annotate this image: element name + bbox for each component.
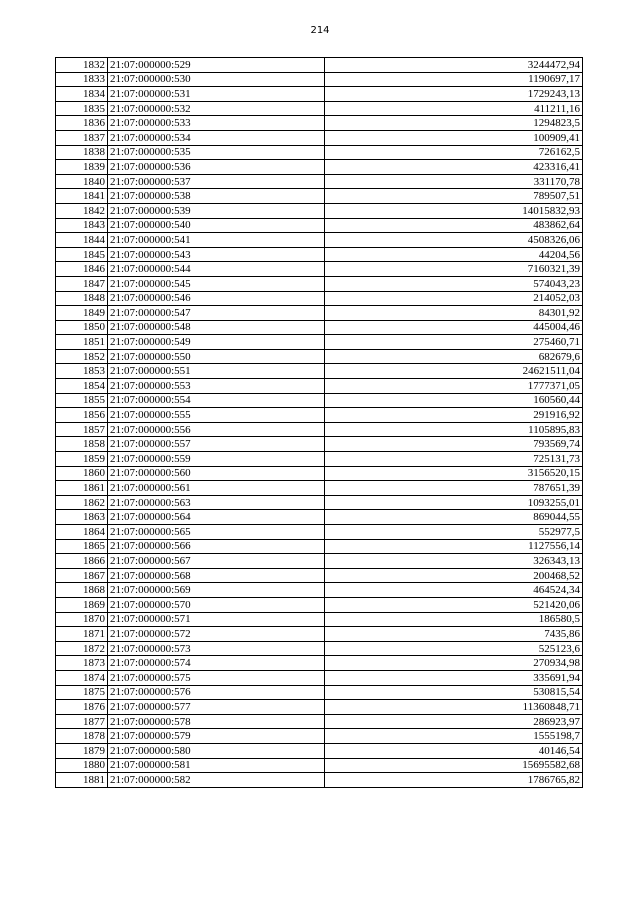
cadastral-number-cell: 21:07:000000:537 [108, 174, 325, 189]
table-row [56, 262, 583, 277]
cadastral-value-cell: 291916,92 [325, 408, 583, 423]
cadastral-value-cell: 214052,03 [325, 291, 583, 306]
row-number-cell: 1849 [56, 306, 108, 321]
row-number-cell: 1881 [56, 773, 108, 788]
cadastral-number-cell: 21:07:000000:574 [108, 656, 325, 671]
row-number-cell: 1876 [56, 700, 108, 715]
table-row [56, 670, 583, 685]
cadastral-number-cell: 21:07:000000:550 [108, 349, 325, 364]
table-row [56, 729, 583, 744]
cadastral-number-cell: 21:07:000000:536 [108, 160, 325, 175]
table-row [56, 72, 583, 87]
cadastral-number-cell: 21:07:000000:540 [108, 218, 325, 233]
row-number-cell: 1845 [56, 247, 108, 262]
page-number: 214 [310, 25, 330, 36]
row-number-cell: 1878 [56, 729, 108, 744]
row-number-cell: 1855 [56, 393, 108, 408]
row-number-cell: 1833 [56, 72, 108, 87]
row-number-cell: 1851 [56, 335, 108, 350]
cadastral-number-cell: 21:07:000000:578 [108, 714, 325, 729]
row-number-cell: 1836 [56, 116, 108, 131]
table-row [56, 101, 583, 116]
table-row [56, 145, 583, 160]
cadastral-value-cell: 40146,54 [325, 743, 583, 758]
cadastral-number-cell: 21:07:000000:539 [108, 203, 325, 218]
cadastral-value-cell: 3244472,94 [325, 58, 583, 73]
cadastral-number-cell: 21:07:000000:549 [108, 335, 325, 350]
table-row [56, 525, 583, 540]
cadastral-value-cell: 445004,46 [325, 320, 583, 335]
table-row [56, 335, 583, 350]
table-row [56, 393, 583, 408]
cadastral-value-cell: 789507,51 [325, 189, 583, 204]
row-number-cell: 1853 [56, 364, 108, 379]
table-row [56, 291, 583, 306]
cadastral-number-cell: 21:07:000000:554 [108, 393, 325, 408]
cadastral-value-cell: 1777371,05 [325, 379, 583, 394]
cadastral-number-cell: 21:07:000000:533 [108, 116, 325, 131]
row-number-cell: 1857 [56, 422, 108, 437]
cadastral-value-cell: 1105895,83 [325, 422, 583, 437]
row-number-cell: 1846 [56, 262, 108, 277]
cadastral-number-cell: 21:07:000000:541 [108, 233, 325, 248]
row-number-cell: 1880 [56, 758, 108, 773]
cadastral-value-cell: 725131,73 [325, 452, 583, 467]
row-number-cell: 1867 [56, 568, 108, 583]
cadastral-value-cell: 44204,56 [325, 247, 583, 262]
cadastral-value-table [55, 57, 583, 788]
row-number-cell: 1848 [56, 291, 108, 306]
cadastral-value-cell: 574043,23 [325, 276, 583, 291]
cadastral-value-cell: 335691,94 [325, 670, 583, 685]
cadastral-number-cell: 21:07:000000:567 [108, 554, 325, 569]
cadastral-value-cell: 1555198,7 [325, 729, 583, 744]
cadastral-number-cell: 21:07:000000:577 [108, 700, 325, 715]
row-number-cell: 1854 [56, 379, 108, 394]
table-row [56, 276, 583, 291]
cadastral-value-cell: 869044,55 [325, 510, 583, 525]
table-row [56, 758, 583, 773]
cadastral-value-cell: 793569,74 [325, 437, 583, 452]
cadastral-value-cell: 24621511,04 [325, 364, 583, 379]
cadastral-value-cell: 3156520,15 [325, 466, 583, 481]
row-number-cell: 1870 [56, 612, 108, 627]
cadastral-value-cell: 1786765,82 [325, 773, 583, 788]
row-number-cell: 1864 [56, 525, 108, 540]
cadastral-value-cell: 1190697,17 [325, 72, 583, 87]
cadastral-number-cell: 21:07:000000:571 [108, 612, 325, 627]
table-row [56, 466, 583, 481]
cadastral-number-cell: 21:07:000000:551 [108, 364, 325, 379]
table-row [56, 364, 583, 379]
row-number-cell: 1843 [56, 218, 108, 233]
row-number-cell: 1842 [56, 203, 108, 218]
row-number-cell: 1832 [56, 58, 108, 73]
table-row [56, 87, 583, 102]
cadastral-value-cell: 11360848,71 [325, 700, 583, 715]
cadastral-number-cell: 21:07:000000:561 [108, 481, 325, 496]
row-number-cell: 1875 [56, 685, 108, 700]
cadastral-value-cell: 483862,64 [325, 218, 583, 233]
cadastral-number-cell: 21:07:000000:563 [108, 495, 325, 510]
table-row [56, 495, 583, 510]
table-row [56, 714, 583, 729]
cadastral-value-cell: 7160321,39 [325, 262, 583, 277]
table-row [56, 437, 583, 452]
row-number-cell: 1835 [56, 101, 108, 116]
cadastral-value-cell: 521420,06 [325, 597, 583, 612]
cadastral-value-cell: 4508326,06 [325, 233, 583, 248]
cadastral-number-cell: 21:07:000000:529 [108, 58, 325, 73]
cadastral-value-cell: 84301,92 [325, 306, 583, 321]
cadastral-number-cell: 21:07:000000:568 [108, 568, 325, 583]
table-row [56, 218, 583, 233]
cadastral-number-cell: 21:07:000000:535 [108, 145, 325, 160]
row-number-cell: 1861 [56, 481, 108, 496]
table-row [56, 641, 583, 656]
cadastral-number-cell: 21:07:000000:543 [108, 247, 325, 262]
table-row [56, 583, 583, 598]
cadastral-number-cell: 21:07:000000:534 [108, 130, 325, 145]
table-row [56, 685, 583, 700]
table-row [56, 247, 583, 262]
row-number-cell: 1852 [56, 349, 108, 364]
cadastral-number-cell: 21:07:000000:572 [108, 627, 325, 642]
cadastral-value-cell: 1294823,5 [325, 116, 583, 131]
cadastral-value-cell: 423316,41 [325, 160, 583, 175]
row-number-cell: 1869 [56, 597, 108, 612]
row-number-cell: 1866 [56, 554, 108, 569]
cadastral-number-cell: 21:07:000000:564 [108, 510, 325, 525]
cadastral-value-cell: 270934,98 [325, 656, 583, 671]
table-row [56, 773, 583, 788]
row-number-cell: 1862 [56, 495, 108, 510]
row-number-cell: 1837 [56, 130, 108, 145]
row-number-cell: 1865 [56, 539, 108, 554]
cadastral-number-cell: 21:07:000000:544 [108, 262, 325, 277]
table-row [56, 743, 583, 758]
cadastral-number-cell: 21:07:000000:553 [108, 379, 325, 394]
row-number-cell: 1859 [56, 452, 108, 467]
cadastral-number-cell: 21:07:000000:555 [108, 408, 325, 423]
cadastral-number-cell: 21:07:000000:579 [108, 729, 325, 744]
row-number-cell: 1877 [56, 714, 108, 729]
cadastral-value-cell: 7435,86 [325, 627, 583, 642]
row-number-cell: 1838 [56, 145, 108, 160]
cadastral-number-cell: 21:07:000000:547 [108, 306, 325, 321]
table-row [56, 116, 583, 131]
table-row [56, 408, 583, 423]
cadastral-value-cell: 411211,16 [325, 101, 583, 116]
row-number-cell: 1872 [56, 641, 108, 656]
table-row [56, 174, 583, 189]
cadastral-number-cell: 21:07:000000:569 [108, 583, 325, 598]
table-row [56, 612, 583, 627]
row-number-cell: 1856 [56, 408, 108, 423]
cadastral-value-cell: 200468,52 [325, 568, 583, 583]
table-row [56, 539, 583, 554]
table-body [56, 58, 583, 788]
cadastral-number-cell: 21:07:000000:580 [108, 743, 325, 758]
cadastral-value-cell: 275460,71 [325, 335, 583, 350]
cadastral-value-cell: 787651,39 [325, 481, 583, 496]
table-row [56, 58, 583, 73]
table-row [56, 568, 583, 583]
cadastral-number-cell: 21:07:000000:538 [108, 189, 325, 204]
cadastral-number-cell: 21:07:000000:545 [108, 276, 325, 291]
row-number-cell: 1840 [56, 174, 108, 189]
cadastral-value-cell: 1127556,14 [325, 539, 583, 554]
cadastral-value-cell: 331170,78 [325, 174, 583, 189]
cadastral-value-cell: 464524,34 [325, 583, 583, 598]
table-row [56, 160, 583, 175]
cadastral-value-cell: 682679,6 [325, 349, 583, 364]
row-number-cell: 1860 [56, 466, 108, 481]
cadastral-value-cell: 1729243,13 [325, 87, 583, 102]
cadastral-value-cell: 552977,5 [325, 525, 583, 540]
table-row [56, 627, 583, 642]
table-row [56, 379, 583, 394]
row-number-cell: 1863 [56, 510, 108, 525]
table-row [56, 422, 583, 437]
cadastral-value-cell: 326343,13 [325, 554, 583, 569]
cadastral-number-cell: 21:07:000000:575 [108, 670, 325, 685]
row-number-cell: 1873 [56, 656, 108, 671]
table-row [56, 656, 583, 671]
row-number-cell: 1847 [56, 276, 108, 291]
cadastral-number-cell: 21:07:000000:557 [108, 437, 325, 452]
cadastral-value-cell: 14015832,93 [325, 203, 583, 218]
cadastral-number-cell: 21:07:000000:531 [108, 87, 325, 102]
table-row [56, 233, 583, 248]
cadastral-value-cell: 160560,44 [325, 393, 583, 408]
table-row [56, 306, 583, 321]
table-row [56, 597, 583, 612]
table-row [56, 189, 583, 204]
table-row [56, 203, 583, 218]
cadastral-number-cell: 21:07:000000:530 [108, 72, 325, 87]
cadastral-value-cell: 530815,54 [325, 685, 583, 700]
cadastral-value-cell: 525123,6 [325, 641, 583, 656]
row-number-cell: 1834 [56, 87, 108, 102]
cadastral-value-cell: 726162,5 [325, 145, 583, 160]
row-number-cell: 1871 [56, 627, 108, 642]
cadastral-value-cell: 1093255,01 [325, 495, 583, 510]
row-number-cell: 1839 [56, 160, 108, 175]
table-row [56, 554, 583, 569]
cadastral-value-cell: 100909,41 [325, 130, 583, 145]
cadastral-number-cell: 21:07:000000:548 [108, 320, 325, 335]
cadastral-number-cell: 21:07:000000:581 [108, 758, 325, 773]
cadastral-value-cell: 15695582,68 [325, 758, 583, 773]
cadastral-number-cell: 21:07:000000:570 [108, 597, 325, 612]
cadastral-number-cell: 21:07:000000:565 [108, 525, 325, 540]
table-row [56, 452, 583, 467]
row-number-cell: 1844 [56, 233, 108, 248]
cadastral-number-cell: 21:07:000000:556 [108, 422, 325, 437]
cadastral-value-cell: 286923,97 [325, 714, 583, 729]
row-number-cell: 1879 [56, 743, 108, 758]
row-number-cell: 1868 [56, 583, 108, 598]
row-number-cell: 1858 [56, 437, 108, 452]
table-row [56, 510, 583, 525]
table-row [56, 130, 583, 145]
cadastral-number-cell: 21:07:000000:566 [108, 539, 325, 554]
cadastral-number-cell: 21:07:000000:559 [108, 452, 325, 467]
cadastral-number-cell: 21:07:000000:576 [108, 685, 325, 700]
row-number-cell: 1850 [56, 320, 108, 335]
row-number-cell: 1841 [56, 189, 108, 204]
table-row [56, 700, 583, 715]
table-row [56, 320, 583, 335]
cadastral-number-cell: 21:07:000000:573 [108, 641, 325, 656]
row-number-cell: 1874 [56, 670, 108, 685]
table-row [56, 481, 583, 496]
cadastral-number-cell: 21:07:000000:582 [108, 773, 325, 788]
table-row [56, 349, 583, 364]
cadastral-number-cell: 21:07:000000:532 [108, 101, 325, 116]
cadastral-number-cell: 21:07:000000:560 [108, 466, 325, 481]
cadastral-number-cell: 21:07:000000:546 [108, 291, 325, 306]
cadastral-value-cell: 186580,5 [325, 612, 583, 627]
